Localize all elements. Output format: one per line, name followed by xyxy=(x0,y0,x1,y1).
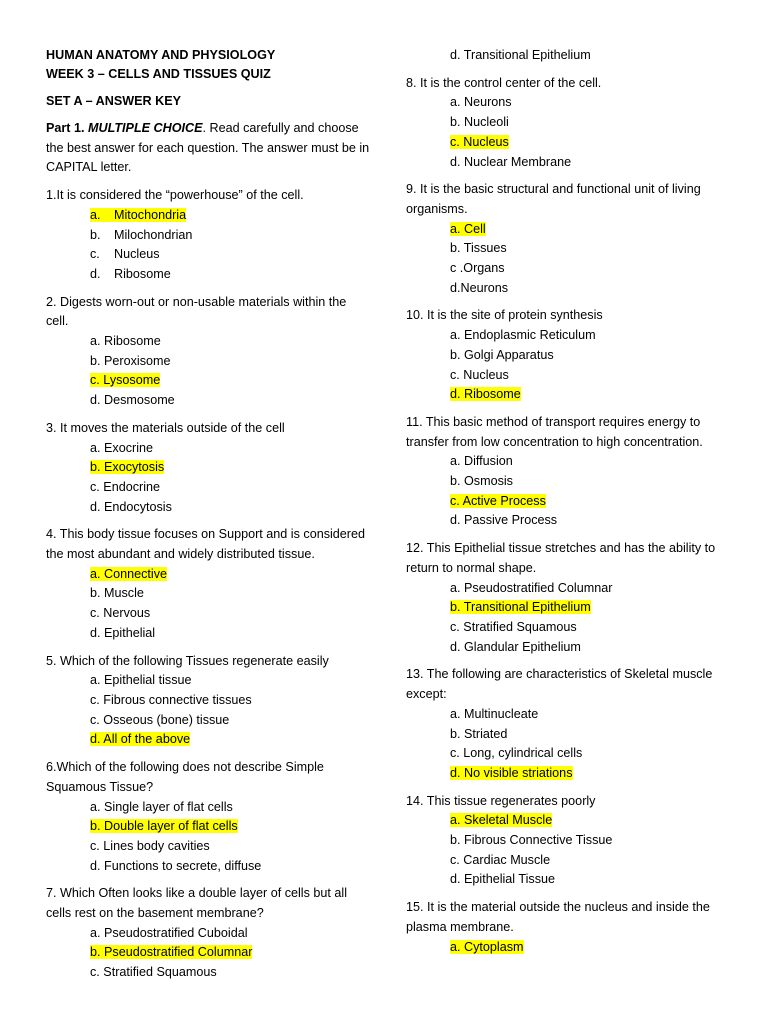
question-prompt: 12. This Epithelial tissue stretches and has the ability to return to normal shape. xyxy=(406,541,716,575)
document-title: HUMAN ANATOMY AND PHYSIOLOGY xyxy=(46,48,276,62)
option-list xyxy=(46,439,371,518)
option-correct: a. Skeletal Muscle xyxy=(450,813,553,828)
part-type: MULTIPLE CHOICE xyxy=(88,121,203,135)
question xyxy=(46,884,371,983)
option-d: d. Ribosome xyxy=(90,266,171,281)
option-list xyxy=(46,332,371,411)
question-prompt: 13. The following are characteristics of Skeletal muscle except: xyxy=(406,667,713,702)
option: c. Nucleus xyxy=(450,367,509,382)
question-1 xyxy=(46,186,371,285)
option: a. Epithelial tissue xyxy=(90,673,192,688)
option-list xyxy=(406,220,726,299)
question xyxy=(406,180,726,298)
answer-key-label: SET A – ANSWER KEY xyxy=(46,94,182,108)
option: a. Endoplasmic Reticulum xyxy=(450,328,596,343)
option: c. Cardiac Muscle xyxy=(450,852,551,867)
option: b. Fibrous Connective Tissue xyxy=(450,833,613,848)
question xyxy=(46,758,371,876)
question xyxy=(46,525,371,643)
option: a. Exocrine xyxy=(90,440,153,455)
option-list xyxy=(46,924,371,983)
option: d.Neurons xyxy=(450,280,509,295)
option: d. Endocytosis xyxy=(90,499,172,514)
option: c. Lines body cavities xyxy=(90,838,210,853)
option-list xyxy=(46,798,371,877)
question-prompt: 6.Which of the following does not describe Simple Squamous Tissue? xyxy=(46,760,324,794)
option-correct: b. Double layer of flat cells xyxy=(90,819,238,834)
option: a. Pseudostratified Cuboidal xyxy=(90,925,248,940)
part-label: Part 1. xyxy=(46,121,85,135)
option: b. Nucleoli xyxy=(450,115,509,130)
option-list xyxy=(46,565,371,644)
option-correct: d. No visible striations xyxy=(450,765,573,780)
question xyxy=(406,74,726,173)
option: c .Organs xyxy=(450,261,505,276)
option: b. Muscle xyxy=(90,586,144,601)
question-7-continued xyxy=(406,46,726,66)
question xyxy=(406,898,726,957)
question xyxy=(406,539,726,657)
question-prompt: 1.It is considered the “powerhouse” of the cell. xyxy=(46,188,304,203)
option-list xyxy=(406,452,726,531)
option-d: d. Transitional Epithelium xyxy=(450,48,591,62)
option: c. Fibrous connective tissues xyxy=(90,692,252,707)
question xyxy=(46,293,371,411)
question-prompt: 2. Digests worn-out or non-usable materials within the cell. xyxy=(46,294,347,329)
option: c. Stratified Squamous xyxy=(90,965,217,980)
option: a. Neurons xyxy=(450,95,512,110)
option-correct: b. Exocytosis xyxy=(90,460,165,475)
option: c. Osseous (bone) tissue xyxy=(90,712,230,727)
option: b. Peroxisome xyxy=(90,353,171,368)
question-prompt: 4. This body tissue focuses on Support and is considered the most abundant and widely distributed tissue. xyxy=(46,527,366,562)
option-correct: a. Cytoplasm xyxy=(450,939,524,954)
option: c. Nervous xyxy=(90,606,151,621)
option-list xyxy=(406,811,726,890)
option: a. Multinucleate xyxy=(450,706,539,721)
option-list xyxy=(406,938,726,958)
option: b. Osmosis xyxy=(450,474,513,489)
option: c. Stratified Squamous xyxy=(450,619,577,634)
option: d. Passive Process xyxy=(450,513,558,528)
option-list xyxy=(46,206,371,285)
document-subtitle: WEEK 3 – CELLS AND TISSUES QUIZ xyxy=(46,67,271,81)
option-b: b. Milochondrian xyxy=(90,227,193,242)
option-correct: a. Cell xyxy=(450,221,486,236)
question xyxy=(406,792,726,891)
option: b. Tissues xyxy=(450,241,507,256)
question-prompt: 14. This tissue regenerates poorly xyxy=(406,793,596,808)
right-column xyxy=(406,46,726,957)
option: c. Long, cylindrical cells xyxy=(450,746,583,761)
option-list xyxy=(46,671,371,750)
option: b. Golgi Apparatus xyxy=(450,347,554,362)
option: d. Functions to secrete, diffuse xyxy=(90,858,262,873)
option: d. Desmosome xyxy=(90,393,175,408)
question-prompt: 15. It is the material outside the nucleus and inside the plasma membrane. xyxy=(406,900,710,934)
question xyxy=(46,419,371,518)
right-question-list xyxy=(406,74,726,958)
question xyxy=(406,665,726,783)
option-correct: c. Active Process xyxy=(450,493,546,508)
option: a. Ribosome xyxy=(90,334,161,349)
question xyxy=(406,413,726,531)
instructions-text: . Read carefully and choose the best answer for each question. The answer must be in CAPITAL letter. xyxy=(46,121,370,175)
option-c: c. Nucleus xyxy=(90,247,160,262)
option-correct: d. All of the above xyxy=(90,732,191,747)
option-correct: c. Nucleus xyxy=(450,134,509,149)
option-a: a. Mitochondria xyxy=(90,207,187,222)
option: d. Glandular Epithelium xyxy=(450,639,581,654)
option: d. Epithelial Tissue xyxy=(450,872,556,887)
option-list xyxy=(406,93,726,172)
option-correct: a. Connective xyxy=(90,566,168,581)
option: a. Single layer of flat cells xyxy=(90,799,233,814)
option: a. Pseudostratified Columnar xyxy=(450,580,613,595)
question xyxy=(46,652,371,751)
option: d. Nuclear Membrane xyxy=(450,154,572,169)
option-correct: b. Pseudostratified Columnar xyxy=(90,945,253,960)
option: c. Endocrine xyxy=(90,479,161,494)
option: a. Diffusion xyxy=(450,454,513,469)
option: b. Striated xyxy=(450,726,508,741)
option-correct: d. Ribosome xyxy=(450,387,521,402)
option-correct: b. Transitional Epithelium xyxy=(450,600,591,615)
question xyxy=(406,306,726,405)
option-list xyxy=(406,326,726,405)
left-column xyxy=(46,46,371,983)
option-list xyxy=(406,705,726,784)
option-correct: c. Lysosome xyxy=(90,373,161,388)
option: d. Epithelial xyxy=(90,625,156,640)
question-prompt: 3. It moves the materials outside of the cell xyxy=(46,420,285,435)
question-prompt: 7. Which Often looks like a double layer of cells but all cells rest on the basement membrane? xyxy=(46,886,348,921)
question-prompt: 10. It is the site of protein synthesis xyxy=(406,308,603,323)
question-prompt: 9. It is the basic structural and functional unit of living organisms. xyxy=(406,182,701,216)
left-question-list xyxy=(46,293,371,983)
instructions xyxy=(46,119,371,178)
question-prompt: 11. This basic method of transport requires energy to transfer from low concentration to high concentration. xyxy=(406,414,703,449)
question-prompt: 8. It is the control center of the cell. xyxy=(406,75,602,90)
question-prompt: 5. Which of the following Tissues regenerate easily xyxy=(46,653,329,668)
option-list xyxy=(406,579,726,658)
